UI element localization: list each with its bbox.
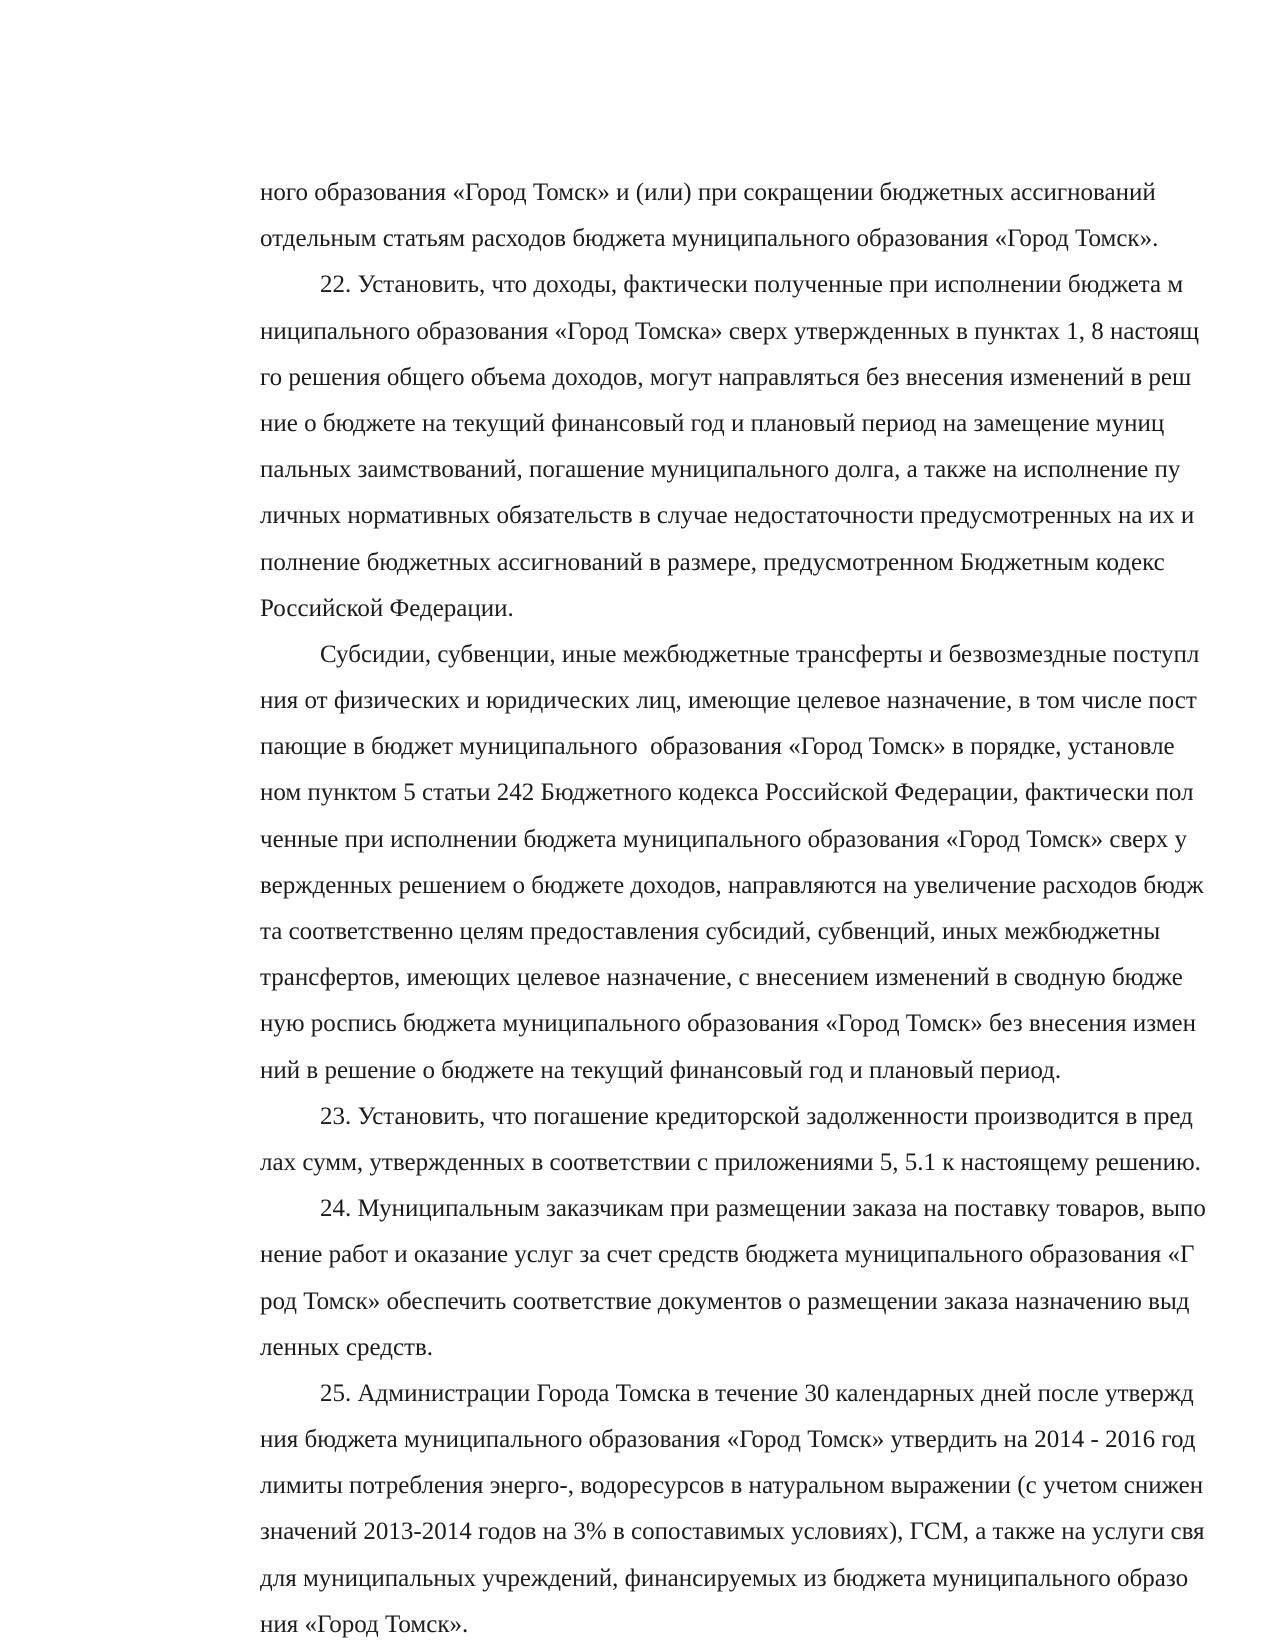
text-line: для муниципальных учреждений, финансируемых из бюджета муниципального образо — [260, 1564, 1189, 1592]
text-line: ченные при исполнении бюджета муниципального образования «Город Томск» сверх у — [260, 825, 1188, 853]
text-line: ниципального образования «Город Томска» сверх утвержденных в пунктах 1, 8 настоящ — [260, 317, 1199, 345]
text-line: ном пунктом 5 статьи 242 Бюджетного кодекса Российской Федерации, фактически пол — [260, 779, 1194, 807]
text-line: полнение бюджетных ассигнований в размере, предусмотренном Бюджетным кодекс — [260, 548, 1165, 576]
text-line: отдельным статьям расходов бюджета муниципального образования «Город Томск». — [260, 225, 1159, 253]
text-line: лах сумм, утвержденных в соответствии с приложениями 5, 5.1 к настоящему решению. — [260, 1148, 1201, 1176]
document-body — [260, 170, 1275, 1648]
text-line: ния от физических и юридических лиц, имеющие целевое назначение, в том числе пост — [260, 687, 1197, 715]
text-line: Российской Федерации. — [260, 594, 514, 622]
text-line: ние о бюджете на текущий финансовый год и плановый период на замещение муниц — [260, 409, 1165, 437]
text-line: вержденных решением о бюджете доходов, направляются на увеличение расходов бюдж — [260, 871, 1204, 899]
paragraph-first-line: Субсидии, субвенции, иные межбюджетные трансферты и безвозмездные поступл — [320, 640, 1200, 668]
text-line: ния «Город Томск». — [260, 1610, 469, 1638]
text-line: ний в решение о бюджете на текущий финансовый год и плановый период. — [260, 1056, 1062, 1084]
paragraph-first-line: 24. Муниципальным заказчикам при размещении заказа на поставку товаров, выпо — [320, 1195, 1206, 1223]
text-line: трансфертов, имеющих целевое назначение, с внесением изменений в сводную бюдже — [260, 964, 1183, 992]
text-line: та соответственно целям предоставления субсидий, субвенций, иных межбюджетны — [260, 918, 1161, 945]
text-line: го решения общего объема доходов, могут направляться без внесения изменений в реш — [260, 363, 1192, 391]
text-line: лимиты потребления энерго-, водоресурсов в натуральном выражении (с учетом снижен — [260, 1472, 1204, 1500]
text-line: нение работ и оказание услуг за счет средств бюджета муниципального образования «Г — [260, 1241, 1195, 1269]
text-line: пающие в бюджет муниципального образования «Город Томск» в порядке, установле — [260, 733, 1175, 761]
text-line: ния бюджета муниципального образования «Город Томск» утвердить на 2014 - 2016 год — [260, 1426, 1196, 1454]
text-line: значений 2013-2014 годов на 3% в сопоставимых условиях), ГСМ, а также на услуги свя — [260, 1518, 1205, 1546]
text-line: ную роспись бюджета муниципального образования «Город Томск» без внесения измен — [260, 1010, 1197, 1038]
text-line: ленных средств. — [260, 1333, 434, 1361]
text-line: пальных заимствований, погашение муниципального долга, а также на исполнение пу — [260, 456, 1181, 484]
text-line: род Томск» обеспечить соответствие документов о размещении заказа назначению выд — [260, 1287, 1190, 1315]
text-line: ного образования «Город Томск» и (или) при сокращении бюджетных ассигнований — [260, 179, 1156, 206]
paragraph-first-line: 25. Администрации Города Томска в течение 30 календарных дней после утвержд — [320, 1379, 1194, 1407]
paragraph-first-line: 23. Установить, что погашение кредиторской задолженности производится в пред — [320, 1102, 1193, 1130]
text-line: личных нормативных обязательств в случае недостаточности предусмотренных на их и — [260, 502, 1195, 530]
paragraph-first-line: 22. Установить, что доходы, фактически полученные при исполнении бюджета м — [320, 271, 1184, 299]
